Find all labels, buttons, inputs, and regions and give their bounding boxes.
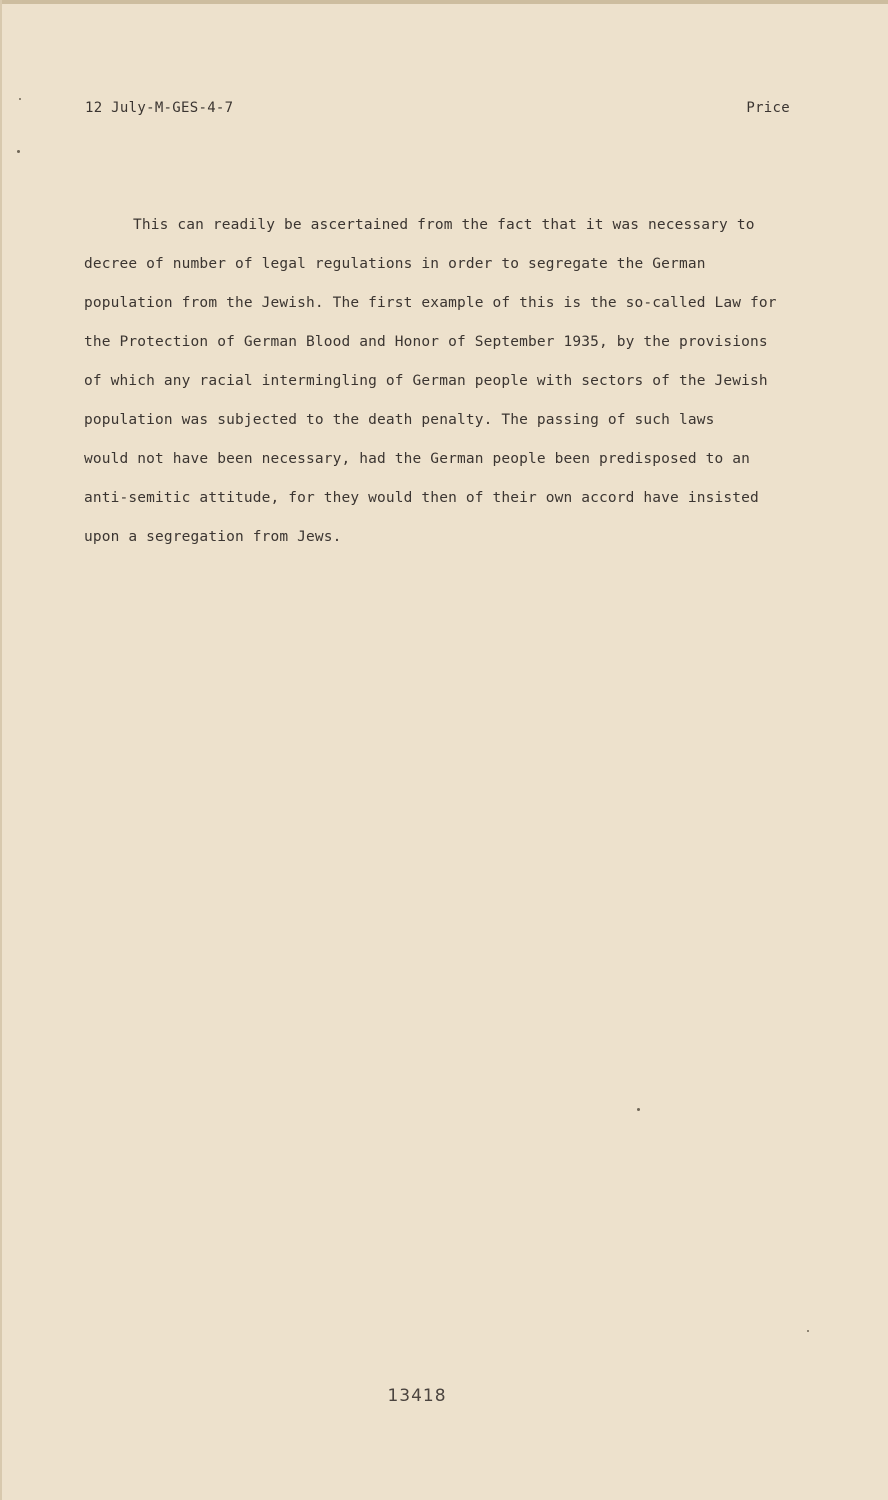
paragraph-line: upon a segregation from Jews. xyxy=(84,529,342,545)
paragraph-line: decree of number of legal regulations in order to segregate the German xyxy=(84,256,706,272)
paragraph-line: anti-semitic attitude, for they would then of their own accord have insisted xyxy=(84,490,759,506)
page-number: 13418 xyxy=(387,1386,447,1406)
paragraph-line: population was subjected to the death penalty. The passing of such laws xyxy=(84,412,715,428)
paragraph-line: This can readily be ascertained from the fact that it was necessary to xyxy=(133,217,755,233)
paper-speck xyxy=(807,1330,809,1332)
paragraph-line: would not have been necessary, had the German people been predisposed to an xyxy=(84,451,750,467)
document-reference: 12 July-M-GES-4-7 xyxy=(85,100,234,116)
paragraph-line: the Protection of German Blood and Honor of September 1935, by the provisions xyxy=(84,334,768,350)
paragraph-line: of which any racial intermingling of German people with sectors of the Jewish xyxy=(84,373,768,389)
paper-speck xyxy=(17,150,20,153)
paragraph-line: population from the Jewish. The first example of this is the so-called Law for xyxy=(84,295,777,311)
paper-speck xyxy=(19,98,21,100)
body-paragraph xyxy=(84,212,864,563)
paper-speck xyxy=(637,1108,640,1111)
speaker-name: Price xyxy=(746,100,790,116)
